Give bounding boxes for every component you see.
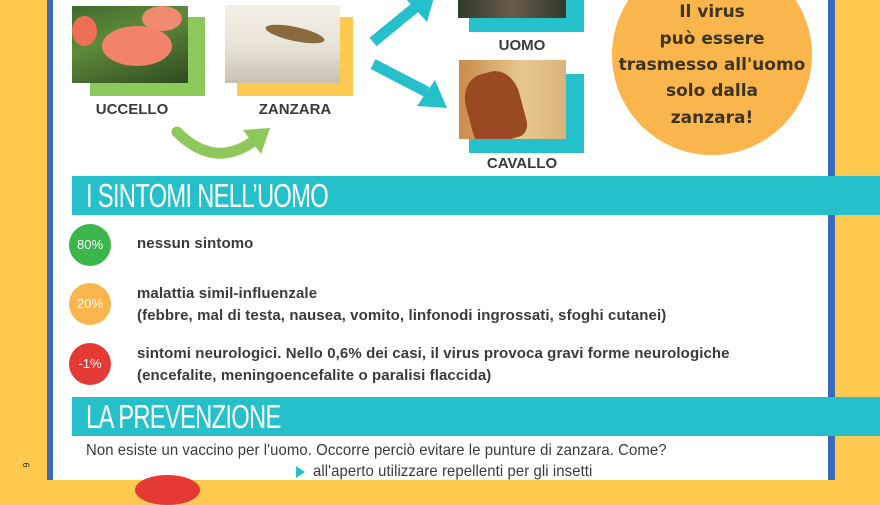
section-title: LA PREVENZIONE: [86, 398, 281, 435]
section-header-prevenzione: [72, 397, 880, 436]
branch-arrows-icon: [365, 0, 455, 115]
symptom-text: sintomi neurologici. Nello 0,6% dei casi, il virus provoca gravi forme neurologiche: [137, 345, 730, 362]
mosquito-photo: [225, 5, 340, 83]
horse-photo: [459, 60, 566, 139]
callout-line: trasmesso all'uomo: [618, 55, 806, 75]
label-uccello: UCCELLO: [95, 101, 169, 118]
prevention-intro: Non esiste un vaccino per l'uomo. Occorre perciò evitare le punture di zanzara. Come?: [86, 442, 667, 459]
label-cavallo: CAVALLO: [486, 155, 558, 172]
callout-line: solo dalla: [666, 81, 758, 101]
curved-arrow-icon: [165, 120, 280, 170]
man-photo: [458, 0, 566, 18]
badge-80: 80%: [69, 224, 111, 266]
callout-line: zanzara!: [670, 108, 754, 128]
symptom-detail: (febbre, mal di testa, nausea, vomito, linfonodi ingrossati, sfoghi cutanei): [137, 307, 667, 324]
symptom-text: nessun sintomo: [137, 235, 254, 252]
bird-photo: [72, 6, 188, 83]
badge-1: -1%: [69, 343, 111, 385]
symptom-text: malattia simil-influenzale: [137, 285, 318, 302]
callout-line: Il virus: [679, 2, 745, 22]
prevention-bullet: all'aperto utilizzare repellenti per gli insetti: [313, 463, 593, 480]
label-uomo: UOMO: [498, 37, 546, 54]
bullet-triangle-icon: [296, 466, 305, 478]
section-header-sintomi: [72, 176, 880, 215]
label-zanzara: ZANZARA: [258, 101, 332, 118]
page-number: 9: [21, 462, 32, 468]
section-title: I SINTOMI NELL’UOMO: [86, 177, 329, 214]
symptom-detail: (encefalite, meningoencefalite o paralisi flaccida): [137, 367, 492, 384]
callout-line: può essere: [659, 29, 765, 49]
badge-20: 20%: [69, 283, 111, 325]
